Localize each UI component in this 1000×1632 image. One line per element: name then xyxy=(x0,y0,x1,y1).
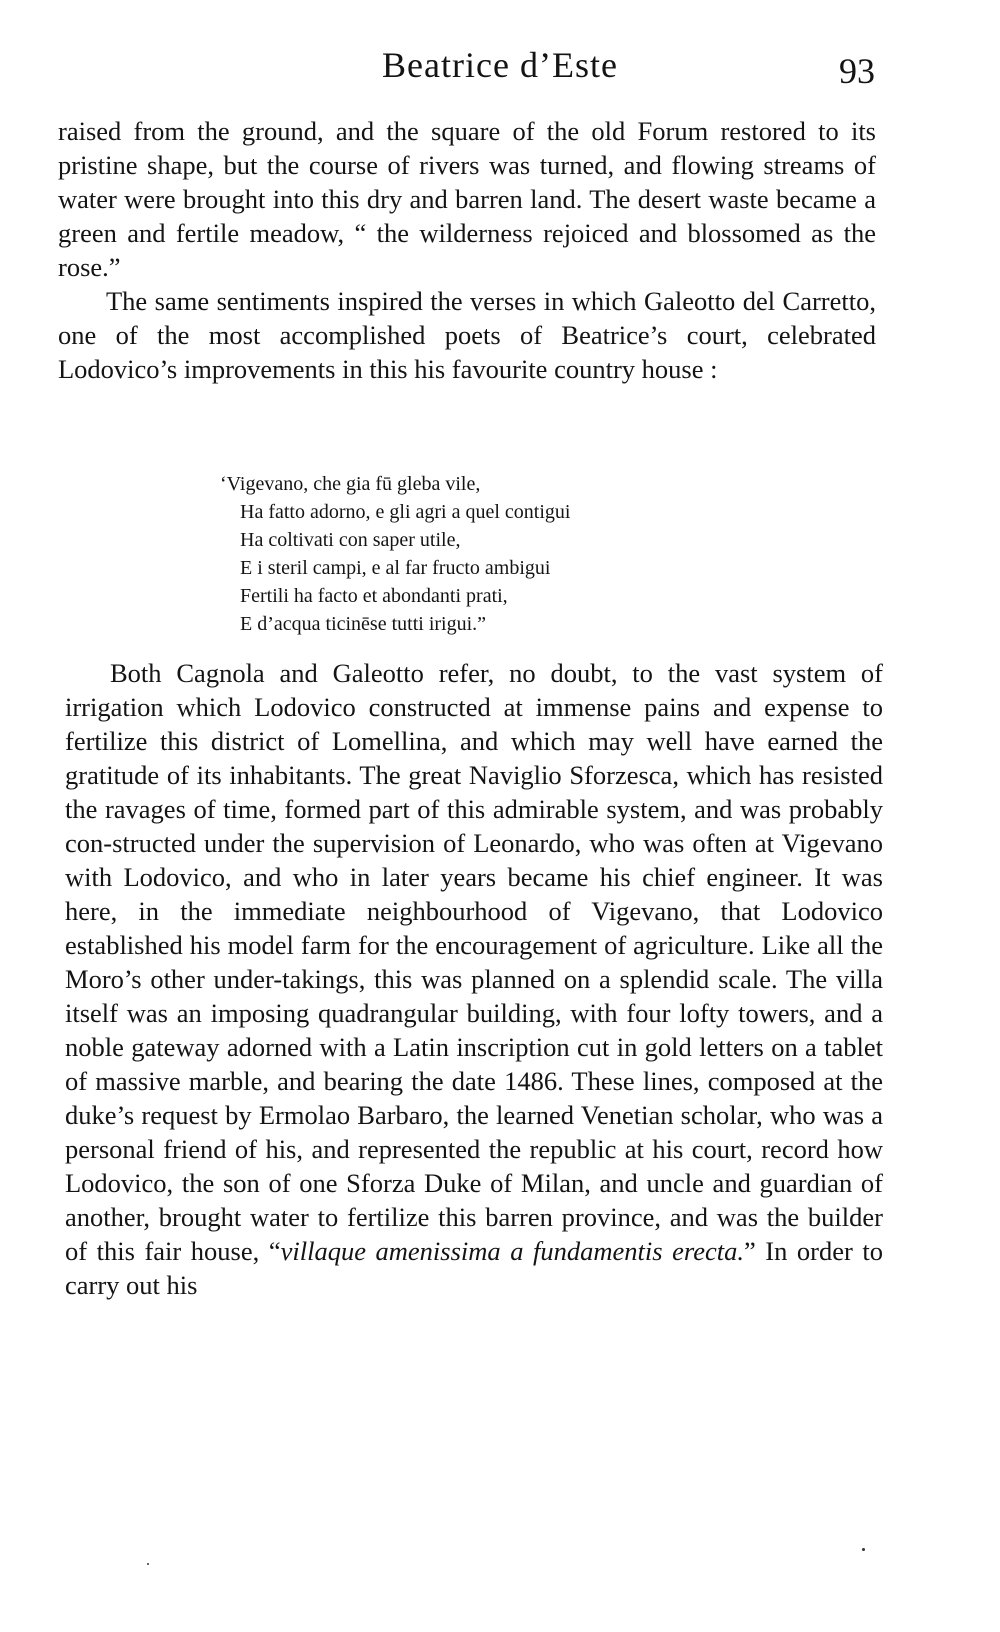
paragraph-3 xyxy=(65,656,883,1302)
poem-line: E i steril campi, e al far fructo ambigui xyxy=(240,557,551,579)
paragraph-2: The same sentiments inspired the verses in which Galeotto del Carretto, one of the most accomplished poets of Beatrice’s court, celebrated Lodovico’s improvements in this his favourite country house : xyxy=(58,286,876,384)
running-title: Beatrice d’Este xyxy=(382,45,618,85)
paragraph-3-body: Both Cagnola and Galeotto refer, no doubt, to the vast system of irrigation which Lodovico constructed at immense pains and expense to fertilize this district of Lomellina, and which may well have earned the gratitude of its inhabitants. The great Naviglio Sforzesca, which has resisted the ravages of time, formed part of this admirable system, and was probably con-structed under the supervision of Leonardo, who was often at Vigevano with Lodovico, and who in later years became his chief engineer. It was here, in the immediate neighbourhood of Vigevano, that Lodovico established his model farm for the encouragement of agriculture. Like all the Moro’s other under-takings, this was planned on a splendid scale. The villa itself was an imposing quadrangular building, with four lofty towers, and a noble gateway adorned with a Latin inscription cut in gold letters on a tablet of massive marble, and bearing the date 1486. These lines, composed at the duke’s request by Ermolao Barbaro, the learned Venetian scholar, who was a personal friend of his, and represented the republic at his court, record how Lodovico, the son of one Sforza Duke of Milan, and uncle and guardian of another, brought water to fertilize this barren province, and was the builder of this fair house, xyxy=(65,658,883,1266)
quote-close-mark: ” xyxy=(743,1236,756,1266)
poem-line: Fertili ha facto et abondanti prati, xyxy=(240,585,508,607)
latin-quotation: villaque amenissima a fundamentis erecta. xyxy=(280,1236,744,1266)
poem-line: E d’acqua ticinēse tutti irigui.” xyxy=(240,613,487,635)
print-speck xyxy=(147,1563,149,1565)
poem-line: Ha fatto adorno, e gli agri a quel contigui xyxy=(240,501,571,523)
paragraph-3-tail: In order to carry out his xyxy=(65,1236,883,1300)
print-speck xyxy=(862,1548,865,1551)
quote-open-mark: “ xyxy=(259,1236,281,1266)
running-head xyxy=(0,40,1000,90)
poem-line: ‘Vigevano, che gia fū gleba vile, xyxy=(220,473,481,495)
paragraph-1: raised from the ground, and the square of the old Forum restored to its pristine shape, but the course of rivers was turned, and flowing streams of water were brought into this dry and barren land. The desert waste became a green and fertile meadow, “ the wilderness rejoiced and blossomed as the rose.” xyxy=(58,116,876,282)
poem-quotation xyxy=(220,470,570,638)
page-number: 93 xyxy=(839,51,875,91)
poem-line: Ha coltivati con saper utile, xyxy=(240,529,461,551)
